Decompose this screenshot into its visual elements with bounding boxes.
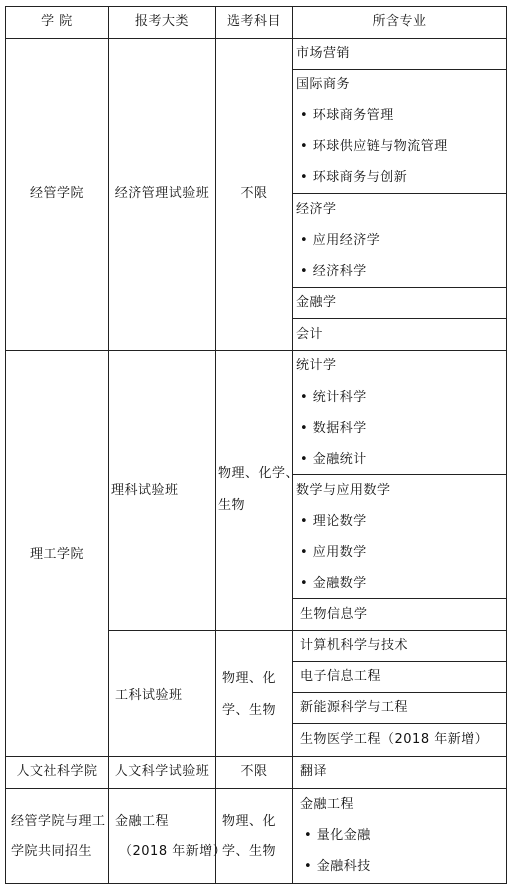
- college-ligong: 理工学院: [29, 547, 84, 562]
- major-financial-math: • 金融数学: [300, 576, 367, 591]
- major-quant-finance: • 量化金融: [304, 828, 371, 843]
- major-financial-statistics: • 金融统计: [300, 452, 367, 467]
- major-fintech: • 金融科技: [304, 859, 371, 874]
- subjects-engineering-line1: 物理、化: [222, 671, 277, 686]
- major-translation: 翻译: [300, 764, 328, 779]
- subjects-joint-line2: 学、生物: [222, 844, 277, 859]
- category-fin-eng-line2: （2018 年新增）: [119, 844, 227, 859]
- major-applied-economics: • 应用经济学: [300, 233, 381, 248]
- major-computer-science: 计算机科学与技术: [300, 638, 409, 653]
- college-joint-line1: 经管学院与理工: [11, 814, 106, 829]
- subjects-renwen: 不限: [240, 764, 268, 779]
- header-majors: 所含专业: [372, 14, 427, 29]
- major-accounting: 会计: [296, 327, 324, 342]
- major-electronic-info: 电子信息工程: [300, 669, 382, 684]
- subjects-joint-line1: 物理、化: [222, 814, 277, 829]
- major-statistics: 统计学: [296, 358, 337, 373]
- category-engineering: 工科试验班: [115, 688, 183, 703]
- major-applied-math: • 应用数学: [300, 545, 367, 560]
- header-category: 报考大类: [134, 14, 189, 29]
- major-economic-science: • 经济科学: [300, 264, 367, 279]
- category-science: 理科试验班: [111, 483, 179, 498]
- college-jingguan: 经管学院: [29, 186, 84, 201]
- major-theoretical-math: • 理论数学: [300, 514, 367, 529]
- major-intl-business: 国际商务: [296, 77, 351, 92]
- subjects-science-line1: 物理、化学、: [218, 466, 300, 481]
- category-econ-mgmt: 经济管理试验班: [114, 186, 210, 201]
- major-financial-engineering: 金融工程: [300, 797, 355, 812]
- subjects-engineering-line2: 学、生物: [222, 703, 277, 718]
- category-fin-eng-line1: 金融工程: [115, 814, 170, 829]
- major-global-supply-chain: • 环球供应链与物流管理: [300, 139, 448, 154]
- major-global-business-innovation: • 环球商务与创新: [300, 170, 408, 185]
- major-marketing: 市场营销: [296, 46, 351, 61]
- header-subjects: 选考科目: [226, 14, 281, 29]
- category-humanities: 人文科学试验班: [114, 764, 210, 779]
- subjects-jingguan: 不限: [240, 186, 268, 201]
- header-college: 学 院: [41, 14, 73, 29]
- major-economics: 经济学: [296, 202, 337, 217]
- major-statistical-science: • 统计科学: [300, 390, 367, 405]
- major-global-business-mgmt: • 环球商务管理: [300, 108, 394, 123]
- major-math: 数学与应用数学: [296, 483, 391, 498]
- major-biomedical-eng: 生物医学工程（2018 年新增）: [300, 732, 489, 747]
- subjects-science-line2: 生物: [218, 498, 246, 513]
- college-joint-line2: 学院共同招生: [11, 844, 93, 859]
- major-data-science: • 数据科学: [300, 421, 367, 436]
- major-finance: 金融学: [296, 295, 337, 310]
- major-bioinformatics: 生物信息学: [300, 607, 368, 622]
- major-new-energy: 新能源科学与工程: [300, 700, 409, 715]
- college-renwen: 人文社科学院: [16, 764, 98, 779]
